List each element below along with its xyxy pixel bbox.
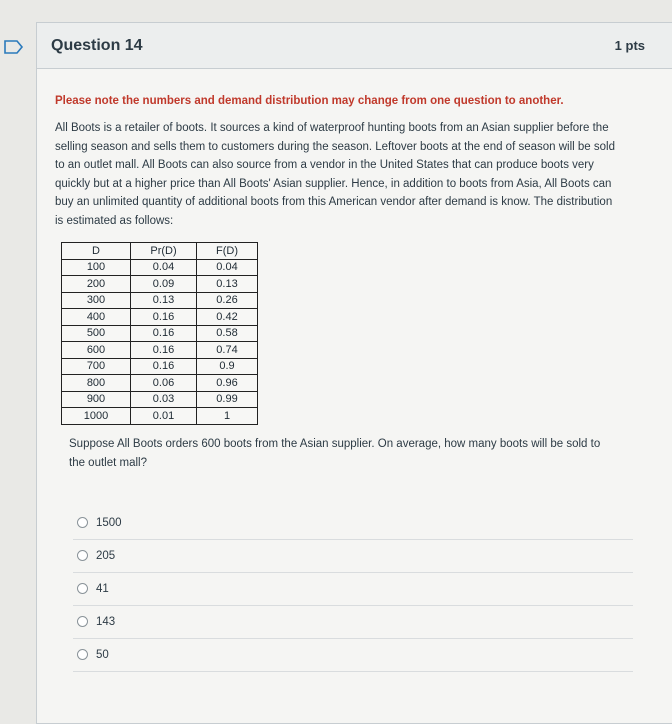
table-cell: 0.16 (131, 309, 197, 326)
table-row (62, 342, 258, 359)
table-header-cell: D (62, 243, 131, 260)
answer-label: 1500 (96, 516, 122, 529)
radio-button[interactable] (77, 583, 88, 594)
answer-label: 205 (96, 549, 116, 562)
flag-question-icon[interactable] (0, 36, 28, 58)
table-cell: 200 (62, 276, 131, 293)
table-row (62, 292, 258, 309)
table-row (62, 309, 258, 326)
table-header-cell: F(D) (197, 243, 258, 260)
table-cell: 600 (62, 342, 131, 359)
table-cell: 0.58 (197, 325, 258, 342)
table-cell: 0.09 (131, 276, 197, 293)
table-cell: 0.16 (131, 342, 197, 359)
table-cell: 0.96 (197, 375, 258, 392)
question-prompt: Suppose All Boots orders 600 boots from the Asian supplier. On average, how many boots will be sold to the outlet mall? (69, 437, 601, 469)
table-cell: 0.16 (131, 358, 197, 375)
radio-button[interactable] (77, 616, 88, 627)
table-row (62, 375, 258, 392)
answer-option[interactable] (73, 540, 633, 573)
radio-button[interactable] (77, 649, 88, 660)
table-cell: 900 (62, 391, 131, 408)
answer-option[interactable] (73, 573, 633, 606)
table-row (62, 325, 258, 342)
table-cell: 0.99 (197, 391, 258, 408)
question-card (36, 22, 672, 724)
table-row (62, 276, 258, 293)
table-cell: 700 (62, 358, 131, 375)
table-cell: 0.16 (131, 325, 197, 342)
table-cell: 0.42 (197, 309, 258, 326)
table-header-row (62, 243, 258, 260)
question-note: Please note the numbers and demand distribution may change from one question to another. (55, 95, 564, 107)
table-cell: 0.26 (197, 292, 258, 309)
table-cell: 400 (62, 309, 131, 326)
table-cell: 0.13 (131, 292, 197, 309)
table-cell: 1 (197, 408, 258, 425)
table-cell: 500 (62, 325, 131, 342)
table-cell: 800 (62, 375, 131, 392)
answer-label: 50 (96, 648, 109, 661)
question-header (37, 23, 672, 69)
table-cell: 0.04 (197, 259, 258, 276)
table-row (62, 391, 258, 408)
table-header-cell: Pr(D) (131, 243, 197, 260)
table-cell: 0.74 (197, 342, 258, 359)
question-title: Question 14 (51, 36, 143, 54)
table-cell: 0.9 (197, 358, 258, 375)
question-paragraph: All Boots is a retailer of boots. It sources a kind of waterproof hunting boots from an Asian supplier before the selling season and sells them to customers during the season. Leftover boots at the end of season will be sold to an outlet mall. All Boots can also source from a vendor in the United States that can produce boots very quickly but at a higher price than All Boots' Asian supplier. Hence, in addition to boots from Asia, All Boots can buy an unlimited quantity of additional boots from this American vendor after demand is know. The distribution is estimated as follows: (55, 122, 615, 227)
table-cell: 0.01 (131, 408, 197, 425)
answer-label: 143 (96, 615, 116, 628)
table-cell: 1000 (62, 408, 131, 425)
table-cell: 0.03 (131, 391, 197, 408)
answer-option[interactable] (73, 507, 633, 540)
radio-button[interactable] (77, 550, 88, 561)
table-row (62, 259, 258, 276)
answer-option[interactable] (73, 639, 633, 672)
distribution-table (61, 242, 258, 425)
answer-list (73, 507, 633, 672)
table-cell: 0.04 (131, 259, 197, 276)
table-cell: 100 (62, 259, 131, 276)
table-cell: 0.13 (197, 276, 258, 293)
table-row (62, 408, 258, 425)
table-cell: 300 (62, 292, 131, 309)
question-body (37, 69, 615, 672)
answer-option[interactable] (73, 606, 633, 639)
table-cell: 0.06 (131, 375, 197, 392)
question-points: 1 pts (614, 38, 645, 53)
answer-label: 41 (96, 582, 109, 595)
radio-button[interactable] (77, 517, 88, 528)
table-row (62, 358, 258, 375)
